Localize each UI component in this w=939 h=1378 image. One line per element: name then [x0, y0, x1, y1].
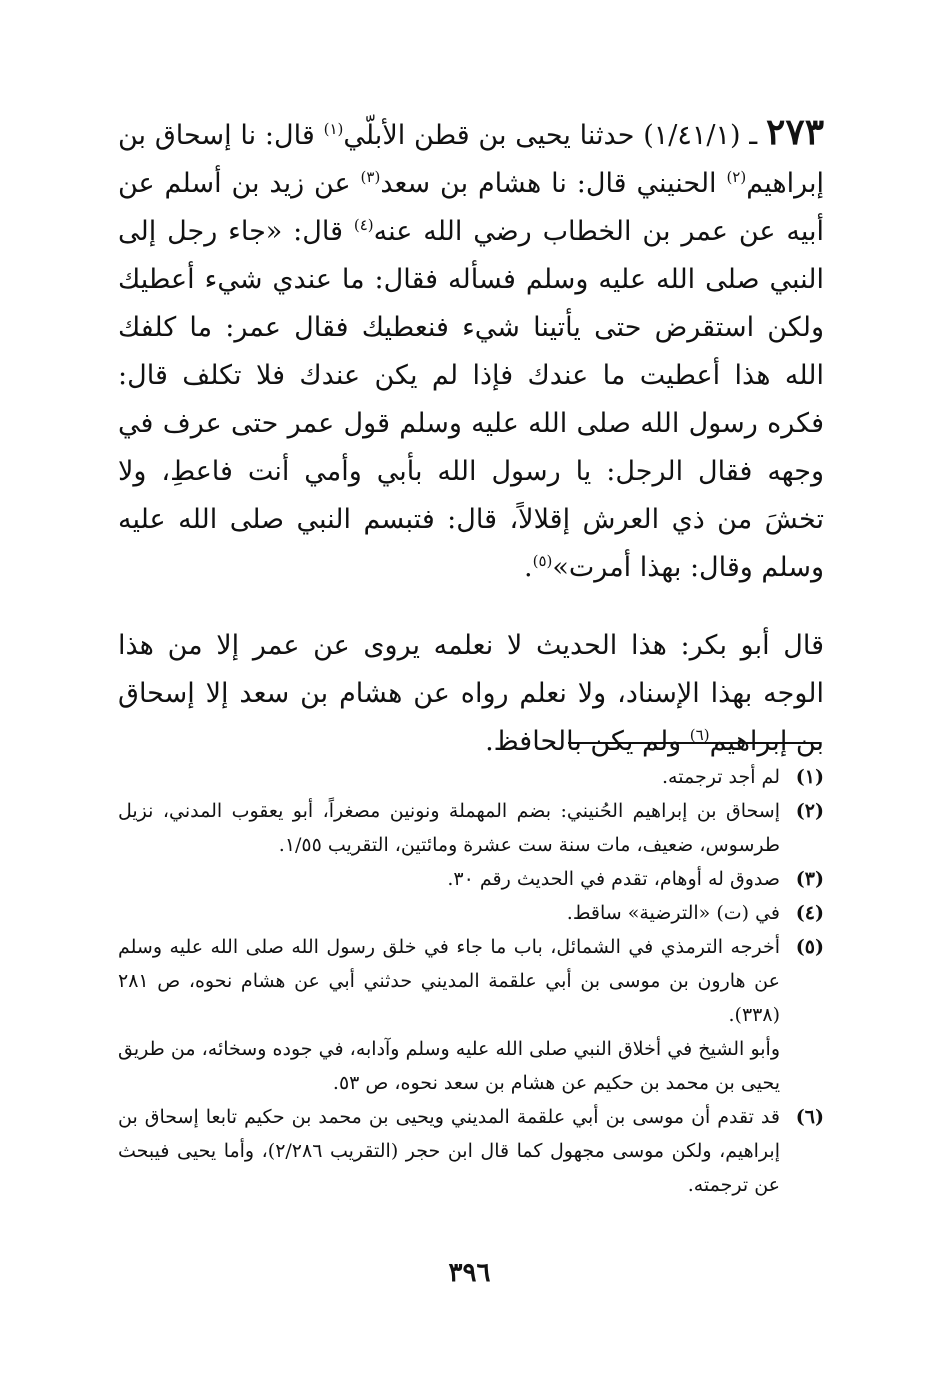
footnote-item — [118, 760, 824, 794]
hadith-text: . — [523, 552, 533, 583]
footnote-ref-4[interactable]: (٤) — [353, 216, 374, 234]
hadith-text: الحنيني قال: نا هشام بن سعد — [380, 168, 727, 199]
footnote-text: إسحاق بن إبراهيم الحُنيني: بضم المهملة ونونين مصغراً، أبو يعقوب المدني، نزيل طرسوس، ضعيف، مات سنة ست عشرة ومائتين، التقريب ١/٥٥. — [118, 800, 780, 856]
footnote-text: في (ت) «الترضية» ساقط. — [566, 902, 780, 924]
footnotes — [118, 760, 824, 1202]
hadith-text: عن زيد بن أسلم عن أبيه عن عمر بن الخطاب رضي الله عنه — [118, 168, 824, 247]
footnote-item — [118, 1100, 824, 1202]
footnote-number: (٤) — [795, 902, 824, 924]
footnote-item — [118, 896, 824, 930]
footnote-ref-1[interactable]: (١) — [323, 120, 344, 138]
footnote-text: لم أجد ترجمته. — [662, 766, 780, 788]
footnote-text: قد تقدم أن موسى بن أبي علقمة المديني ويحيى بن محمد بن حكيم تابعا إسحاق بن إبراهيم، ولكن موسى مجهول كما قال ابن حجر (التقريب ٢/٢٨٦)، وأما يحيى فيبحث عن ترجمته. — [118, 1106, 780, 1196]
footnote-item — [118, 930, 824, 1032]
footnote-text: أخرجه الترمذي في الشمائل، باب ما جاء في خلق رسول الله صلى الله عليه وسلم عن هارون بن موسى بن أبي علقمة المديني حدثني أبي عن هشام نحوه، ص ٢٨١ (٣٣٨). — [118, 936, 780, 1026]
hadith-paragraph — [118, 108, 824, 592]
commentary-text: قال أبو بكر: هذا الحديث لا نعلمه يروى عن عمر إلا من هذا الوجه بهذا الإسناد، ولا نعلم رواه عن هشام بن سعد إلا إسحاق بن إبراهيم — [118, 630, 824, 757]
footnote-ref-3[interactable]: (٣) — [360, 168, 381, 186]
footnote-number: (٣) — [795, 868, 824, 890]
main-text — [118, 108, 824, 766]
footnote-ref-6[interactable]: (٦) — [689, 726, 710, 744]
footnote-item — [118, 862, 824, 896]
footnote-ref-5[interactable]: (٥) — [532, 552, 553, 570]
commentary-text: ولم يكن بالحافظ. — [485, 726, 690, 757]
hadith-number: ٢٧٣ — [766, 111, 825, 153]
hadith-text: ـ (١/٤١/١) حدثنا يحيى بن قطن الأبلّي — [343, 120, 767, 151]
commentary-paragraph — [118, 622, 824, 766]
footnote-number: (١) — [795, 766, 824, 788]
footnote-text: صدوق له أوهام، تقدم في الحديث رقم ٣٠. — [447, 868, 780, 890]
hadith-text: قال: «جاء رجل إلى النبي صلى الله عليه وسلم فسأله فقال: ما عندي شيء أعطيك ولكن استقرض حتى يأتينا شيء فنعطيك فقال عمر: ما كلفك الله هذا أعطيت ما عندك فإذا لم يكن عندك فلا تكلف قال: فكره رسول الله صلى الله عليه وسلم قول عمر حتى عرف في وجهه فقال الرجل: يا رسول الله بأبي وأمي أنت فاعطِ، ولا تخشَ من ذي العرش إقلالاً، قال: فتبسم النبي صلى الله عليه وسلم وقال: بهذا أمرت» — [118, 216, 824, 583]
page-number: ٣٩٦ — [448, 1258, 491, 1288]
footnote-number: (٢) — [795, 800, 824, 822]
footnote-number: (٦) — [795, 1106, 824, 1128]
hadith-text: قال: نا إسحاق بن إبراهيم — [118, 120, 824, 199]
footnote-separator — [568, 742, 820, 744]
footnote-item — [118, 794, 824, 862]
footnote-ref-2[interactable]: (٢) — [726, 168, 747, 186]
footnote-number: (٥) — [795, 936, 824, 958]
footnote-continuation: وأبو الشيخ في أخلاق النبي صلى الله عليه وسلم وآدابه، في جوده وسخائه، من طريق يحيى بن محمد بن حكيم عن هشام بن سعد نحوه، ص ٥٣. — [118, 1038, 780, 1094]
